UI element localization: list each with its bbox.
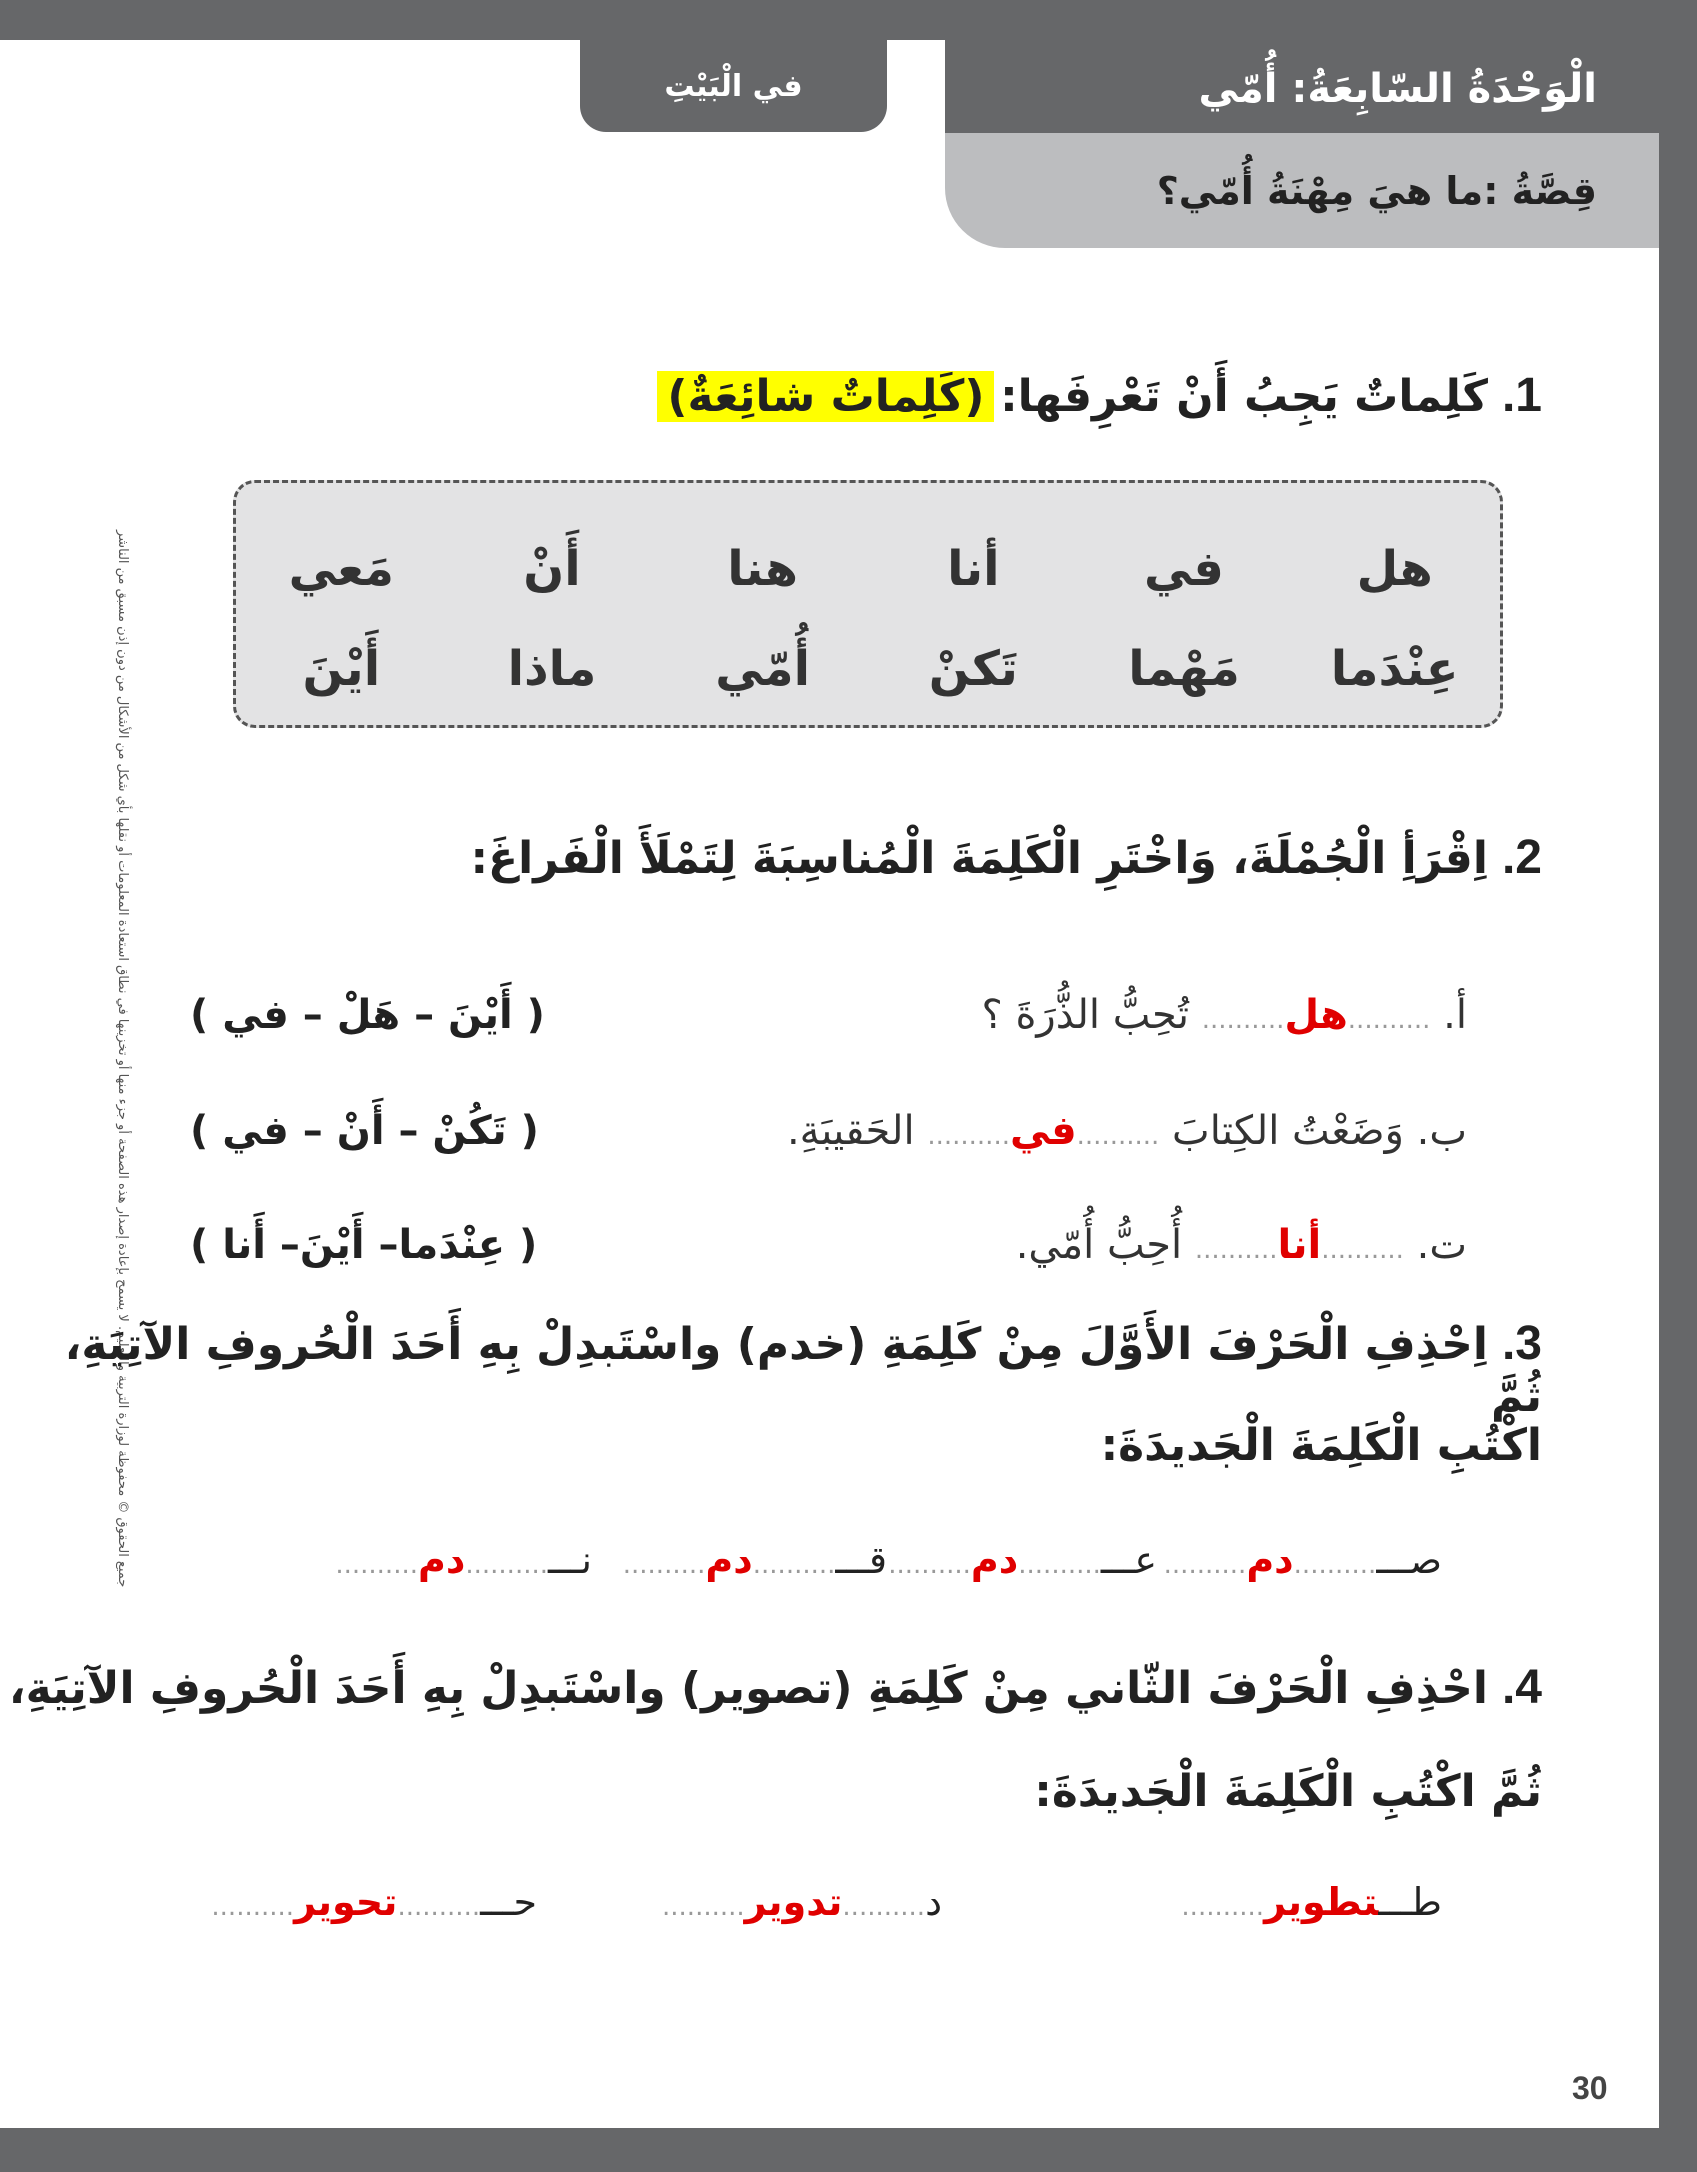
q3-item	[888, 1538, 1157, 1582]
q3-item	[335, 1538, 592, 1582]
words-row-2	[236, 641, 1500, 697]
sentence-text: تُحِبُّ الذُّرَةَ ؟	[981, 992, 1189, 1038]
page-number: 30	[1572, 2070, 1608, 2106]
blank-dots: ..........	[1076, 1121, 1160, 1151]
question-2	[470, 830, 1542, 885]
right-frame-bar	[1659, 0, 1697, 2172]
blank-dots: ..........	[1293, 1550, 1377, 1580]
question-4-line-1: احْذِفِ الْحَرْفَ الثّاني مِنْ كَلِمَةِ (تصوير) واسْتَبدِلْ بِهِ أَحَدَ الْحُروفِ الآتِيَةِ،	[8, 1663, 1488, 1714]
sentence-label: أ.	[1443, 992, 1467, 1038]
question-3-line-2: اكْتُبِ الْكَلِمَةَ الْجَديدَةَ:	[1100, 1420, 1542, 1471]
blank-dots: ..........	[927, 1121, 1010, 1151]
question-4-line-2: ثُمَّ اكْتُبِ الْكَلِمَةَ الْجَديدَةَ:	[1034, 1766, 1542, 1817]
question-2-number: 2.	[1501, 831, 1542, 884]
blank-dots: ..........	[752, 1550, 836, 1580]
letter: طـــ	[1378, 1880, 1442, 1924]
answer: دم	[418, 1538, 466, 1582]
word: هنا	[727, 541, 799, 597]
bottom-frame-bar	[0, 2128, 1697, 2172]
question-4-cont	[1034, 1766, 1542, 1817]
question-1	[657, 368, 1542, 423]
sentence-text: أُحِبُّ أُمّي.	[1015, 1222, 1183, 1268]
word: ماذا	[507, 641, 597, 697]
blank-dots: ..........	[1321, 1235, 1404, 1265]
q3-item	[1164, 1538, 1442, 1582]
common-words-box	[233, 480, 1503, 728]
letter: حـــ	[480, 1880, 537, 1924]
letter: قـــ	[835, 1538, 887, 1582]
question-3-line-1: اِحْذِفِ الْحَرْفَ الأَوَّلَ مِنْ كَلِمَةِ (خدم) واسْتَبدِلْ بِهِ أَحَدَ الْحُروفِ الآتِيَةِ، ثُمَّ	[64, 1319, 1542, 1422]
blank-dots: ..........	[335, 1550, 418, 1580]
home-tab	[580, 40, 887, 132]
question-3-number: 3.	[1501, 1317, 1542, 1370]
answer: دم	[705, 1538, 753, 1582]
blank-dots: ..........	[1347, 1005, 1431, 1035]
blank-dots: ..........	[397, 1892, 481, 1922]
options-c: ( عِنْدَما– أَيْنَ– أَنا )	[190, 1222, 538, 1268]
blank-dots: ..........	[211, 1892, 295, 1922]
blank-dots: ..........	[622, 1550, 706, 1580]
letter: د	[925, 1880, 942, 1924]
answer: تدوير	[744, 1880, 843, 1924]
letter: عـــ	[1100, 1538, 1157, 1582]
sentence-label: ب.	[1416, 1108, 1467, 1154]
word: عِنْدَما	[1330, 641, 1459, 697]
unit-title-tab	[945, 40, 1659, 138]
word: أَيْنَ	[302, 641, 381, 697]
top-frame-bar	[0, 0, 1697, 40]
sentence-b	[787, 1108, 1467, 1154]
options-a: ( أَيْنَ – هَلْ – في )	[190, 992, 545, 1038]
word: أُمّي	[715, 641, 811, 697]
sentence-c	[1016, 1222, 1467, 1268]
home-tab-label: في الْبَيْتِ	[664, 68, 803, 104]
story-title-bar	[945, 133, 1659, 248]
blank-dots: ..........	[662, 1892, 745, 1922]
blank-dots: ..........	[888, 1550, 971, 1580]
question-2-text: اِقْرَأِ الْجُمْلَةَ، وَاخْتَرِ الْكَلِمَةَ الْمُناسِبَةَ لِتَمْلَأَ الْفَراغَ:	[470, 833, 1488, 884]
copyright-note: جميع الحقوق © محفوظة لوزارة التربية والتعليم. لا يسمح بإعادة إصدار هذه الصفحة أو جزء منها أو تخزينها في نطاق استعادة المعلومات أو نقلها بأي شكل من الأشكال من دون إذن مسبق من الناشر	[115, 530, 130, 1588]
word: أنا	[947, 541, 1000, 597]
words-row-1	[236, 541, 1500, 597]
question-3	[0, 1316, 1542, 1422]
q3-item	[623, 1538, 887, 1582]
question-3-cont	[1101, 1420, 1542, 1471]
question-4	[9, 1660, 1542, 1715]
sentence-text: وَضَعْتُ الكِتابَ	[1172, 1108, 1404, 1154]
question-1-text: كَلِماتٌ يَجِبُ أَنْ تَعْرِفَها:	[1000, 371, 1488, 422]
answer: دم	[1246, 1538, 1294, 1582]
blank-dots: ..........	[1018, 1550, 1101, 1580]
common-words-highlight: (كَلِماتٌ شائِعَةٌ)	[657, 371, 994, 422]
word: مَهْما	[1128, 641, 1240, 697]
story-title: قِصَّةُ :ما هيَ مِهْنَةُ أُمّي؟	[1156, 168, 1597, 213]
blank-dots: ..........	[1181, 1892, 1265, 1922]
blank-dots: ..........	[842, 1892, 926, 1922]
blank-dots: ..........	[465, 1550, 549, 1580]
sentence-label: ت.	[1416, 1222, 1467, 1268]
answer: في	[1009, 1108, 1077, 1154]
blank-dots: ..........	[1163, 1550, 1247, 1580]
unit-title: الْوَحْدَةُ السّابِعَةُ: أُمّي	[1198, 66, 1597, 112]
sentence-a	[982, 992, 1467, 1038]
answer: تطوير	[1264, 1880, 1379, 1924]
blank-dots: ..........	[1201, 1005, 1285, 1035]
word: أَنْ	[523, 541, 581, 597]
letter: نـــ	[548, 1538, 592, 1582]
options-b: ( تَكُنْ – أَنْ – في )	[190, 1108, 539, 1154]
word: تَكنْ	[928, 641, 1018, 697]
word: هل	[1356, 541, 1433, 597]
answer: دم	[970, 1538, 1019, 1582]
letter: صـــ	[1376, 1538, 1442, 1582]
word: مَعي	[288, 541, 394, 597]
q4-item	[662, 1880, 942, 1924]
q4-item	[1181, 1880, 1442, 1924]
answer: هل	[1284, 992, 1348, 1038]
question-4-number: 4.	[1501, 1661, 1542, 1714]
answer: تحوير	[294, 1880, 398, 1924]
q4-item	[211, 1880, 537, 1924]
sentence-text: الحَقيبَةِ.	[786, 1108, 915, 1154]
question-1-number: 1.	[1501, 369, 1542, 422]
blank-dots: ..........	[1194, 1235, 1278, 1265]
word: في	[1143, 541, 1224, 597]
answer: أنا	[1277, 1222, 1322, 1268]
